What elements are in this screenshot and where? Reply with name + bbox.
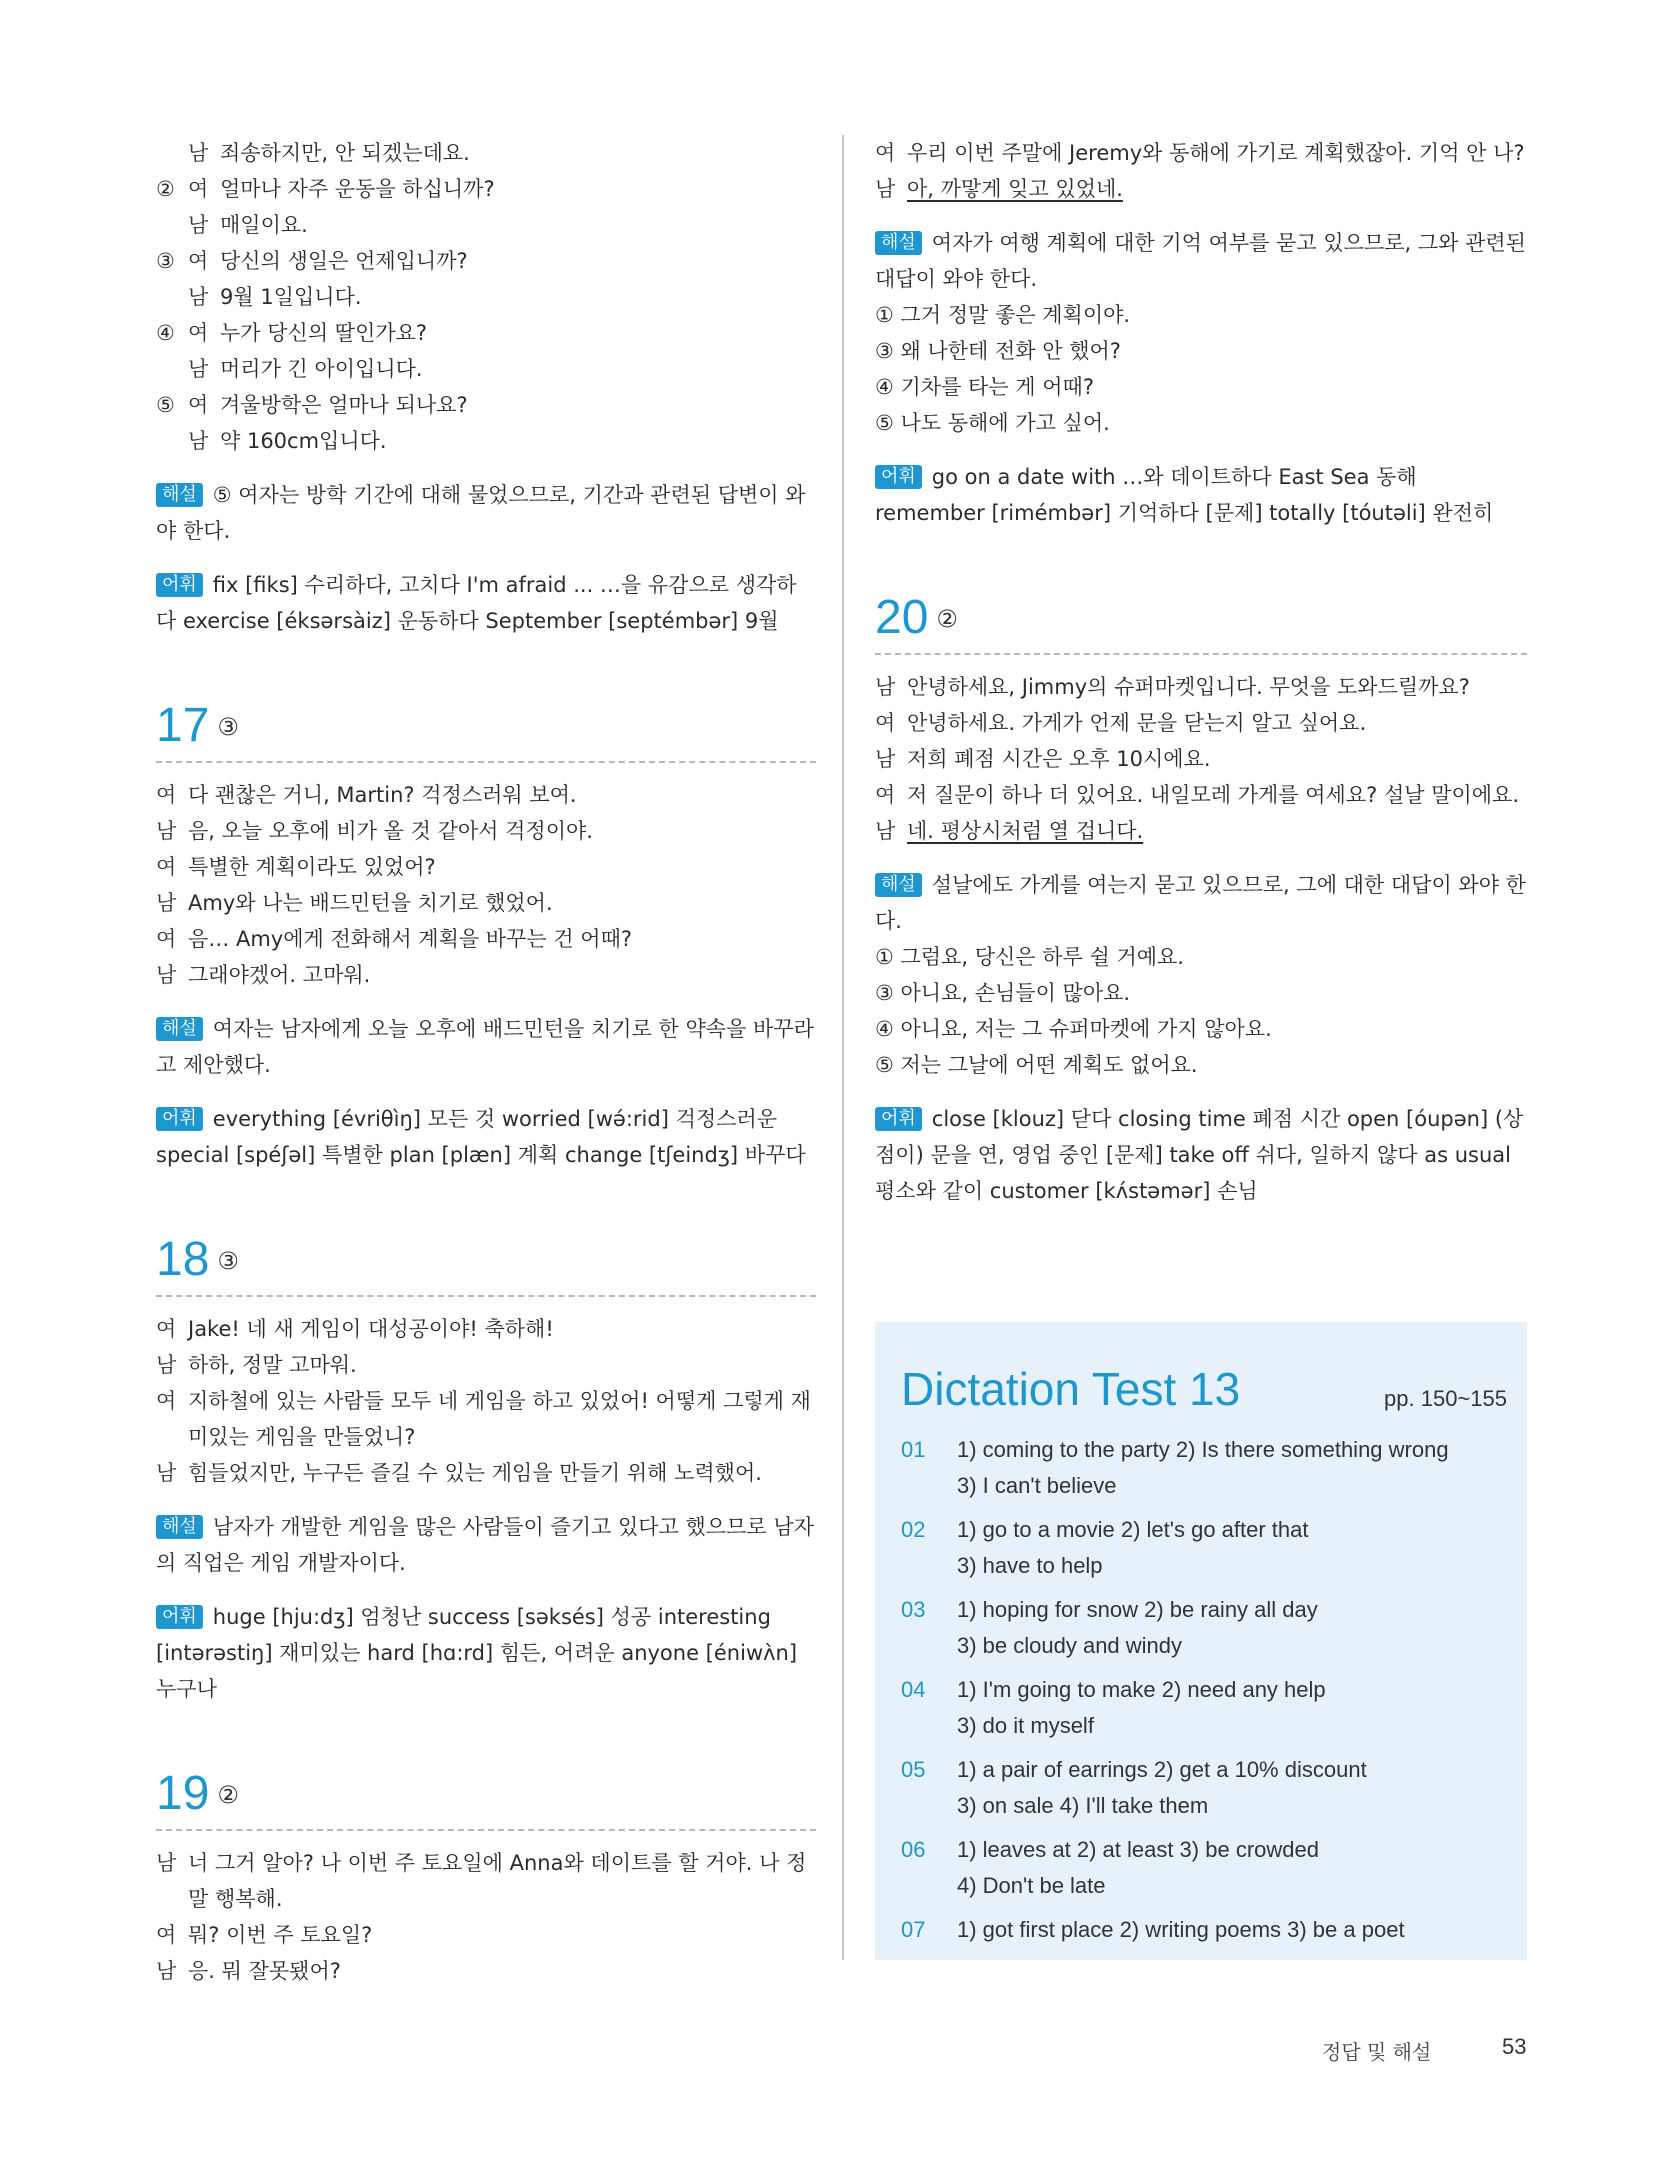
dialogue-line (156, 135, 816, 171)
option-number: ④ (156, 321, 175, 345)
speaker-label: 남 (156, 1851, 177, 1875)
dialogue-text: 약 160cm입니다. (220, 429, 387, 453)
dialogue-line (156, 279, 816, 315)
dialogue-text: 그래야겠어. 고마워. (188, 963, 371, 987)
speaker-label: 남 (156, 1959, 177, 1983)
dialogue-text: 겨울방학은 얼마나 되나요? (220, 393, 468, 417)
dialogue-line (156, 885, 816, 921)
answer-line: 3) on sale 4) I'll take them (957, 1793, 1209, 1818)
vocabulary-tag: 어휘 (875, 465, 922, 489)
item-number: 05 (901, 1757, 926, 1782)
answer-line: 1) I'm going to make 2) need any help (957, 1677, 1326, 1702)
option-item: ① 그거 정말 좋은 계획이야. (875, 303, 1131, 327)
dialogue-line (156, 1953, 816, 1989)
dialogue-line (875, 669, 1527, 705)
answer-mark: ② (936, 605, 958, 633)
vocabulary-tag: 어휘 (875, 1107, 922, 1131)
dialogue-line (156, 207, 816, 243)
footer-section-label: 정답 및 해설 (1322, 2040, 1432, 2064)
dialogue-text: 지하철에 있는 사람들 모두 네 게임을 하고 있었어! 어떻게 그렇게 재미있는 게임을 만들었니? (188, 1389, 811, 1449)
option-item: ① 그럼요, 당신은 하루 쉴 거예요. (875, 945, 1184, 969)
q18-dialogue (156, 1311, 816, 1491)
speaker-label: 남 (156, 963, 177, 987)
dialogue-text: 힘들었지만, 누구든 즐길 수 있는 게임을 만들기 위해 노력했어. (188, 1461, 762, 1485)
dictation-item (901, 1672, 1511, 1744)
speaker-label: 남 (875, 675, 896, 699)
option-number: ⑤ (156, 393, 175, 417)
dialogue-line (156, 849, 816, 885)
dialogue-text: 머리가 긴 아이입니다. (220, 357, 423, 381)
item-number: 02 (901, 1517, 926, 1542)
dialogue-line (875, 171, 1527, 207)
dialogue-text: 죄송하지만, 안 되겠는데요. (220, 141, 470, 165)
dialogue-text: 얼마나 자주 운동을 하십니까? (220, 177, 495, 201)
explanation-text: 여자는 남자에게 오늘 오후에 배드민턴을 치기로 한 약속을 바꾸라고 제안했다. (156, 1017, 814, 1077)
explanation-text: 설날에도 가게를 여는지 묻고 있으므로, 그에 대한 대답이 와야 한다. (875, 873, 1526, 933)
speaker-label: 남 (156, 1461, 177, 1485)
dialogue-line (156, 1917, 816, 1953)
answer-line: 3) be cloudy and windy (957, 1633, 1183, 1658)
dialogue-text: 다 괜찮은 거니, Martin? 걱정스러워 보여. (188, 783, 577, 807)
dialogue-text: 음, 오늘 오후에 비가 올 것 같아서 걱정이야. (188, 819, 593, 843)
answer-line: 4) Don't be late (957, 1873, 1106, 1898)
option-item: ⑤ 저는 그날에 어떤 계획도 없어요. (875, 1053, 1198, 1077)
dictation-item (901, 1752, 1511, 1824)
vocabulary-tag: 어휘 (156, 1605, 203, 1629)
answer-line: 1) coming to the party 2) Is there something wrong (957, 1437, 1449, 1462)
dialogue-line (156, 171, 816, 207)
q20-heading (875, 589, 1527, 647)
speaker-label: 여 (156, 927, 177, 951)
q16-vocabulary (156, 567, 816, 639)
dashed-rule (156, 1829, 816, 1831)
dictation-item (901, 1832, 1511, 1904)
dialogue-line (875, 705, 1527, 741)
answer-line: 1) hoping for snow 2) be rainy all day (957, 1597, 1318, 1622)
q17-dialogue (156, 777, 816, 993)
dialogue-line (156, 921, 816, 957)
speaker-label: 여 (188, 177, 209, 201)
q19-explanation (875, 225, 1527, 297)
vocabulary-text: fix [fiks] 수리하다, 고치다 I'm afraid ... …을 유감으로 생각하다 exercise [éksərsàiz] 운동하다 September [septémbər] 9월 (156, 573, 797, 633)
vocabulary-text: huge [hju:dʒ] 엄청난 success [səksés] 성공 interesting [intərəstiŋ] 재미있는 hard [hɑ:rd] 힘든, 어려운 anyone [éniwʌ̀n] 누구나 (156, 1605, 798, 1701)
dialogue-line (156, 387, 816, 423)
dialogue-text: 누가 당신의 딸인가요? (220, 321, 428, 345)
item-number: 03 (901, 1597, 926, 1622)
dictation-item (901, 1512, 1511, 1584)
answer-line: 3) I can't believe (957, 1473, 1117, 1498)
q20-dialogue (875, 669, 1527, 849)
q19-heading (156, 1765, 816, 1823)
dialogue-line (156, 1347, 816, 1383)
dialogue-line (156, 777, 816, 813)
q19-dialogue-continued (875, 135, 1527, 207)
dialogue-text: 하하, 정말 고마워. (188, 1353, 357, 1377)
explanation-tag: 해설 (875, 231, 922, 255)
dialogue-text: Jake! 네 새 게임이 대성공이야! 축하해! (188, 1317, 554, 1341)
speaker-label: 남 (188, 429, 209, 453)
q16-explanation (156, 477, 816, 549)
dashed-rule (156, 761, 816, 763)
q16-dialogue (156, 135, 816, 459)
answer-line: 1) a pair of earrings 2) get a 10% discount (957, 1757, 1367, 1782)
dialogue-line (875, 135, 1527, 171)
question-number: 18 (156, 1233, 210, 1286)
dialogue-line (875, 813, 1527, 849)
item-number: 01 (901, 1437, 926, 1462)
speaker-label: 여 (188, 393, 209, 417)
answer-line: 3) do it myself (957, 1713, 1094, 1738)
dialogue-text: 너 그거 알아? 나 이번 주 토요일에 Anna와 데이트를 할 거야. 나 정말 행복해. (188, 1851, 807, 1911)
speaker-label: 남 (188, 285, 209, 309)
dialogue-line (156, 423, 816, 459)
explanation-tag: 해설 (156, 1017, 203, 1041)
dialogue-text: 안녕하세요. 가게가 언제 문을 닫는지 알고 싶어요. (907, 711, 1367, 735)
dialogue-line (156, 315, 816, 351)
speaker-label: 여 (156, 1317, 177, 1341)
dialogue-text: 뭐? 이번 주 토요일? (188, 1923, 373, 1947)
speaker-label: 여 (188, 249, 209, 273)
dashed-rule (875, 653, 1527, 655)
speaker-label: 남 (188, 213, 209, 237)
q19-vocabulary (875, 459, 1527, 531)
answer-line: 1) leaves at 2) at least 3) be crowded (957, 1837, 1319, 1862)
dictation-pages: pp. 150~155 (1384, 1386, 1507, 1411)
q19-dialogue (156, 1845, 816, 1989)
option-number: ② (156, 177, 175, 201)
q18-explanation (156, 1509, 816, 1581)
speaker-label: 남 (875, 747, 896, 771)
dictation-list (901, 1432, 1511, 1956)
answer-line: 1) go to a movie 2) let's go after that (957, 1517, 1309, 1542)
answer-line: 1) got first place 2) writing poems 3) be a poet (957, 1917, 1405, 1942)
dictation-item (901, 1432, 1511, 1504)
explanation-text: 여자가 여행 계획에 대한 기억 여부를 묻고 있으므로, 그와 관련된 대답이 와야 한다. (875, 231, 1526, 291)
dialogue-text: 9월 1일입니다. (220, 285, 362, 309)
dialogue-text: 당신의 생일은 언제입니까? (220, 249, 468, 273)
dictation-item (901, 1592, 1511, 1664)
explanation-tag: 해설 (156, 1515, 203, 1539)
answer-line: 3) have to help (957, 1553, 1103, 1578)
speaker-label: 여 (875, 141, 896, 165)
dialogue-text: 저희 폐점 시간은 오후 10시에요. (907, 747, 1211, 771)
speaker-label: 여 (156, 855, 177, 879)
question-number: 19 (156, 1767, 210, 1820)
q20-options (875, 939, 1527, 1083)
q20-explanation (875, 867, 1527, 939)
speaker-label: 남 (156, 1353, 177, 1377)
vocabulary-text: everything [évriθìŋ] 모든 것 worried [wə́:rid] 걱정스러운 special [spéʃəl] 특별한 plan [plæn] 계획 change [tʃeindʒ] 바꾸다 (156, 1107, 806, 1167)
option-item: ④ 아니요, 저는 그 슈퍼마켓에 가지 않아요. (875, 1017, 1272, 1041)
dialogue-text: 응. 뭐 잘못됐어? (188, 1959, 341, 1983)
item-number: 06 (901, 1837, 926, 1862)
dialogue-line (875, 777, 1527, 813)
vocabulary-text: go on a date with …와 데이트하다 East Sea 동해 remember [rimémbər] 기억하다 [문제] totally [tóutəli] 완전히 (875, 465, 1494, 525)
item-number: 04 (901, 1677, 926, 1702)
dialogue-line (156, 1311, 816, 1347)
option-number: ③ (156, 249, 175, 273)
question-number: 20 (875, 591, 929, 644)
q19-options (875, 297, 1527, 441)
speaker-label: 여 (156, 1389, 177, 1413)
speaker-label: 남 (875, 177, 896, 201)
q20-vocabulary (875, 1101, 1527, 1209)
explanation-text: ⑤ 여자는 방학 기간에 대해 물었으므로, 기간과 관련된 답변이 와야 한다. (156, 483, 806, 543)
dialogue-text: 음… Amy에게 전화해서 계획을 바꾸는 건 어때? (188, 927, 633, 951)
vocabulary-tag: 어휘 (156, 1107, 203, 1131)
dialogue-text: 저 질문이 하나 더 있어요. 내일모레 가게를 여세요? 설날 말이에요. (907, 783, 1520, 807)
right-column (875, 135, 1527, 1209)
speaker-label: 여 (156, 783, 177, 807)
q17-explanation (156, 1011, 816, 1083)
left-column (156, 135, 816, 1989)
dialogue-text: 특별한 계획이라도 있었어? (188, 855, 436, 879)
speaker-label: 여 (188, 321, 209, 345)
dialogue-line (156, 351, 816, 387)
dialogue-line (875, 741, 1527, 777)
dialogue-text: 매일이요. (220, 213, 308, 237)
dialogue-line (156, 1845, 816, 1917)
question-number: 17 (156, 699, 210, 752)
dictation-item (901, 1912, 1511, 1948)
speaker-label: 남 (156, 891, 177, 915)
speaker-label: 남 (156, 819, 177, 843)
option-item: ⑤ 나도 동해에 가고 싶어. (875, 411, 1110, 435)
vocabulary-text: close [klouz] 닫다 closing time 폐점 시간 open [óupən] (상점이) 문을 연, 영업 중인 [문제] take off 쉬다, 일하지 않다 as usual 평소와 같이 customer [kʌ́stəmər] 손님 (875, 1107, 1524, 1203)
answer-text: 아, 까맣게 잊고 있었네. (907, 177, 1123, 201)
explanation-tag: 해설 (156, 483, 203, 507)
answer-mark: ② (217, 1781, 239, 1809)
dialogue-line (156, 813, 816, 849)
speaker-label: 남 (875, 819, 896, 843)
explanation-text: 남자가 개발한 게임을 많은 사람들이 즐기고 있다고 했으므로 남자의 직업은 게임 개발자이다. (156, 1515, 814, 1575)
dialogue-line (156, 243, 816, 279)
speaker-label: 여 (875, 711, 896, 735)
dashed-rule (156, 1295, 816, 1297)
option-item: ③ 아니요, 손님들이 많아요. (875, 981, 1131, 1005)
answer-text: 네. 평상시처럼 열 겁니다. (907, 819, 1144, 843)
speaker-label: 남 (188, 357, 209, 381)
speaker-label: 남 (188, 141, 209, 165)
speaker-label: 여 (875, 783, 896, 807)
q17-vocabulary (156, 1101, 816, 1173)
dictation-title: Dictation Test 13 (901, 1363, 1241, 1415)
q18-heading (156, 1231, 816, 1289)
item-number: 07 (901, 1917, 926, 1942)
dialogue-line (156, 957, 816, 993)
column-divider (842, 135, 844, 1960)
dialogue-line (156, 1383, 816, 1455)
q17-heading (156, 697, 816, 755)
answer-mark: ③ (217, 713, 239, 741)
q18-vocabulary (156, 1599, 816, 1707)
explanation-tag: 해설 (875, 873, 922, 897)
dialogue-text: 안녕하세요, Jimmy의 슈퍼마켓입니다. 무엇을 도와드릴까요? (907, 675, 1470, 699)
vocabulary-tag: 어휘 (156, 573, 203, 597)
option-item: ④ 기차를 타는 게 어때? (875, 375, 1094, 399)
dialogue-text: Amy와 나는 배드민턴을 치기로 했었어. (188, 891, 553, 915)
answer-mark: ③ (217, 1247, 239, 1275)
dictation-box (875, 1322, 1527, 1960)
option-item: ③ 왜 나한테 전화 안 했어? (875, 339, 1121, 363)
dialogue-line (156, 1455, 816, 1491)
speaker-label: 여 (156, 1923, 177, 1947)
page-number: 53 (1502, 2034, 1527, 2059)
dialogue-text: 우리 이번 주말에 Jeremy와 동해에 가기로 계획했잖아. 기억 안 나? (907, 141, 1525, 165)
